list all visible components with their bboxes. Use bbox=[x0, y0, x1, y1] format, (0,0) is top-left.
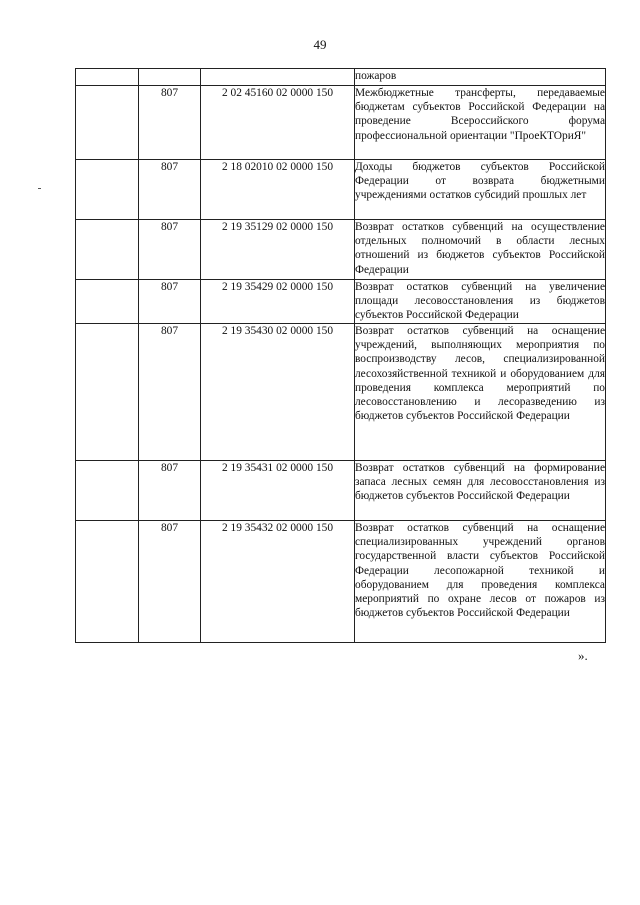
table-row bbox=[76, 160, 606, 220]
description-cell bbox=[355, 521, 606, 643]
admin-code-cell: 807 bbox=[139, 280, 201, 324]
description-text: пожаров bbox=[355, 70, 397, 82]
empty-cell bbox=[76, 280, 139, 324]
description-text: Возврат остатков субвенций на осуществление отдельных полномочий в области лесных отношений из бюджетов субъектов Российской Федерации bbox=[355, 221, 605, 276]
budget-code-cell: 2 18 02010 02 0000 150 bbox=[201, 160, 355, 220]
table-row bbox=[76, 324, 606, 461]
admin-code-cell bbox=[139, 69, 201, 86]
description-cell bbox=[355, 461, 606, 521]
table-row bbox=[76, 461, 606, 521]
closing-quote: ». bbox=[578, 648, 588, 663]
empty-cell bbox=[76, 461, 139, 521]
admin-code-cell: 807 bbox=[139, 324, 201, 461]
budget-code-cell: 2 19 35432 02 0000 150 bbox=[201, 521, 355, 643]
description-cell bbox=[355, 69, 606, 86]
margin-mark bbox=[38, 188, 41, 189]
empty-cell bbox=[76, 521, 139, 643]
admin-code-cell: 807 bbox=[139, 521, 201, 643]
admin-code-cell: 807 bbox=[139, 220, 201, 280]
budget-revenue-table bbox=[75, 68, 606, 643]
empty-cell bbox=[76, 86, 139, 160]
table-row bbox=[76, 220, 606, 280]
budget-code-cell: 2 19 35129 02 0000 150 bbox=[201, 220, 355, 280]
empty-cell bbox=[76, 69, 139, 86]
admin-code-cell: 807 bbox=[139, 160, 201, 220]
description-cell bbox=[355, 220, 606, 280]
budget-code-cell: 2 19 35429 02 0000 150 bbox=[201, 280, 355, 324]
description-cell bbox=[355, 280, 606, 324]
table-row bbox=[76, 69, 606, 86]
budget-code-cell bbox=[201, 69, 355, 86]
empty-cell bbox=[76, 220, 139, 280]
description-cell bbox=[355, 160, 606, 220]
description-text: Межбюджетные трансферты, передаваемые бюджетам субъектов Российской Федерации на проведение Всероссийского форума профессиональной ориентации "ПроеКТОриЯ" bbox=[355, 87, 605, 142]
admin-code-cell: 807 bbox=[139, 461, 201, 521]
description-cell bbox=[355, 86, 606, 160]
empty-cell bbox=[76, 324, 139, 461]
budget-code-cell: 2 19 35431 02 0000 150 bbox=[201, 461, 355, 521]
budget-code-cell: 2 02 45160 02 0000 150 bbox=[201, 86, 355, 160]
budget-code-cell: 2 19 35430 02 0000 150 bbox=[201, 324, 355, 461]
description-text: Возврат остатков субвенций на формирование запаса лесных семян для лесовосстановления из бюджетов субъектов Российской Федерации bbox=[355, 462, 605, 503]
empty-cell bbox=[76, 160, 139, 220]
table-row bbox=[76, 521, 606, 643]
description-text: Доходы бюджетов субъектов Российской Федерации от возврата бюджетными учреждениями остатков субсидий прошлых лет bbox=[355, 161, 605, 202]
description-text: Возврат остатков субвенций на оснащение учреждений, выполняющих мероприятия по воспроизводству лесов, специализированной лесохозяйственной техникой и оборудованием для проведения комплекса мероприятий по лесовосстановлению и лесоразведению из бюджетов субъектов Российской Федерации bbox=[355, 325, 605, 423]
description-text: Возврат остатков субвенций на увеличение площади лесовосстановления из бюджетов субъектов Российской Федерации bbox=[355, 281, 605, 322]
page-number: 49 bbox=[313, 37, 327, 52]
admin-code-cell: 807 bbox=[139, 86, 201, 160]
table-row bbox=[76, 86, 606, 160]
description-text: Возврат остатков субвенций на оснащение специализированных учреждений органов государственной власти субъектов Российской Федерации лесопожарной техникой и оборудованием для проведения комплекса мероприятий по охране лесов от пожаров из бюджетов субъектов Российской Федерации bbox=[355, 522, 605, 620]
description-cell bbox=[355, 324, 606, 461]
table-row bbox=[76, 280, 606, 324]
